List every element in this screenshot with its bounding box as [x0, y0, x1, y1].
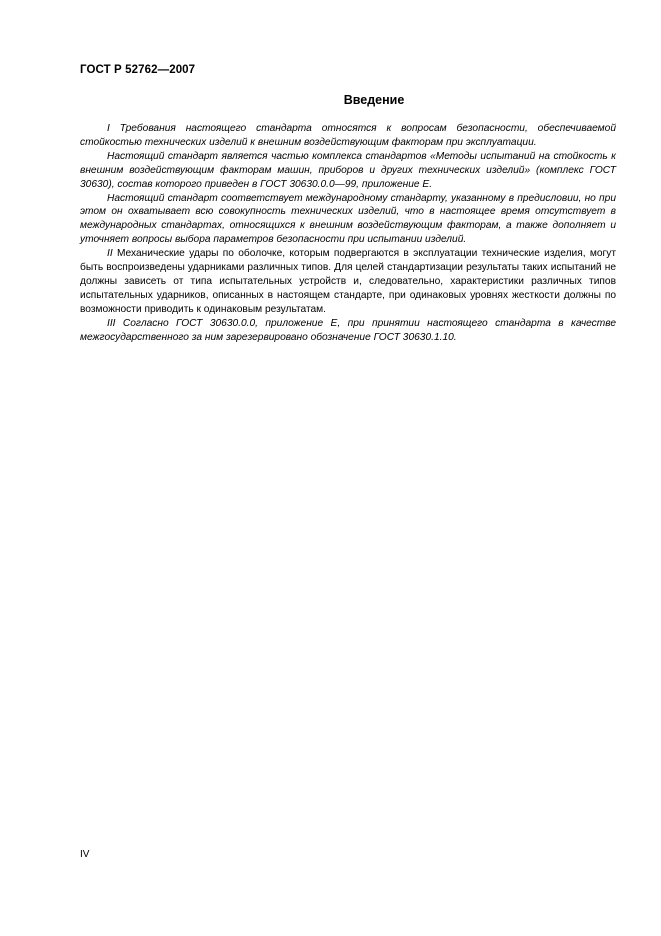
paragraph-4-text: Механические удары по оболочке, которым подвергаются в эксплуатации технические изделия, могут быть воспроизведены ударниками различных типов. Для целей стандартизации результаты таких испытаний не должны зависеть от типа испытательных устройств и, следовательно, характеристики различных типов испытательных ударников, описанных в настоящем стандарте, при одинаковых уровнях жесткости должны по возможности приводить к одинаковым результатам. [80, 248, 616, 315]
paragraph-4 [80, 247, 616, 317]
paragraph-2: Настоящий стандарт является частью комплекса стандартов «Методы испытаний на стойкость к внешним воздействующим факторам машин, приборов и других технических изделий» (комплекс ГОСТ 30630), состав которого приведен в ГОСТ 30630.0.0—99, приложение Е. [80, 150, 616, 190]
introduction-body [80, 122, 616, 345]
section-title: Введение [343, 93, 405, 107]
document-code: ГОСТ Р 52762—2007 [80, 64, 196, 76]
paragraph-5: III Согласно ГОСТ 30630.0.0, приложение Е, при принятии настоящего стандарта в качестве межгосударственного за ним зарезервировано обозначение ГОСТ 30630.1.10. [80, 317, 616, 343]
paragraph-4-lead: II [107, 248, 113, 260]
page-number: IV [80, 849, 90, 860]
paragraph-3: Настоящий стандарт соответствует международному стандарту, указанному в предисловии, но при этом он охватывает всю совокупность технических изделий, что в настоящее время отсутствует в международных стандартах, относящихся к внешним воздействующим факторам, а также дополняет и уточняет вопросы выбора параметров безопасности при испытании изделий. [80, 192, 616, 246]
paragraph-1: I Требования настоящего стандарта относятся к вопросам безопасности, обеспечиваемой стойкостью технических изделий к внешним воздействующим факторам при эксплуатации. [80, 123, 616, 148]
